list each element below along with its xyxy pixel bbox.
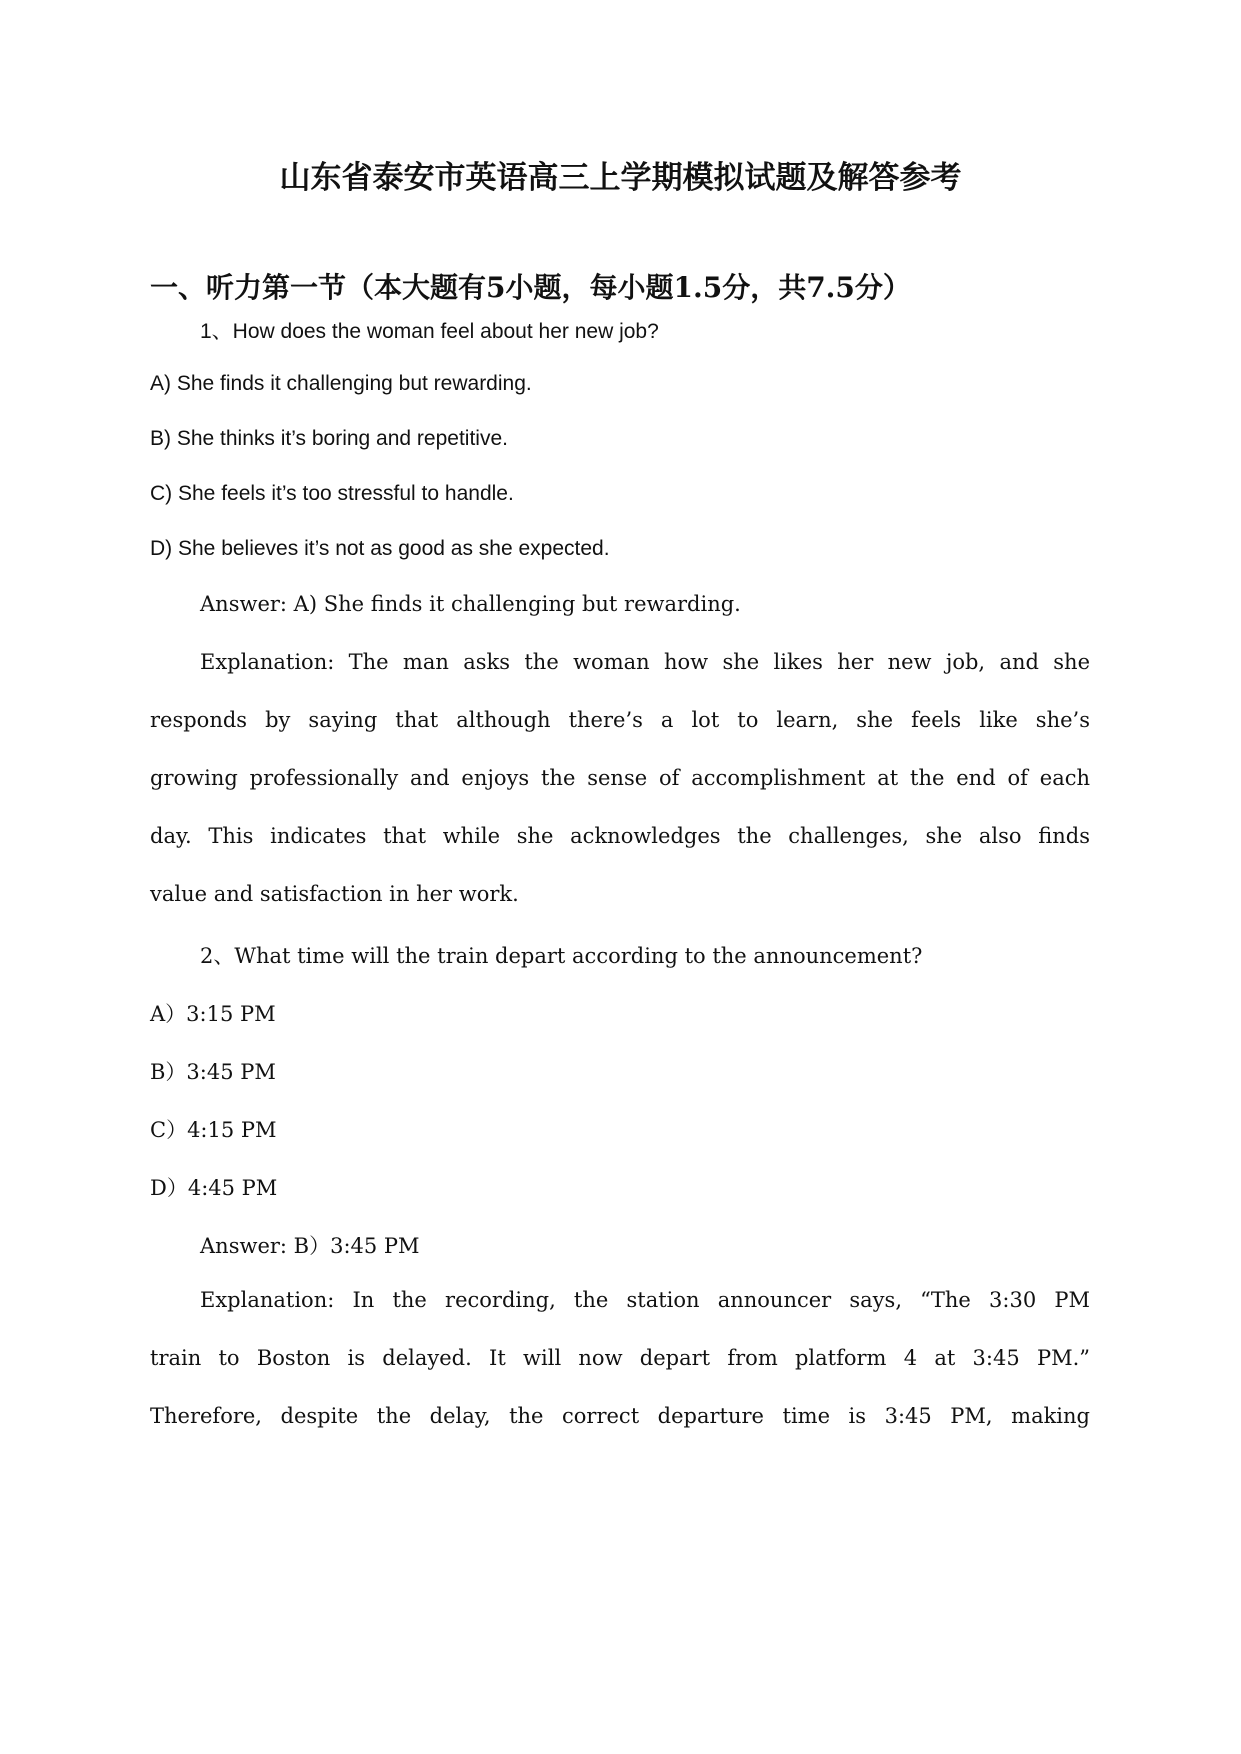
question-1-prompt: 1、How does the woman feel about her new job? <box>200 320 659 343</box>
question-2-explanation-line: Therefore, despite the delay, the correct departure time is 3:45 PM, making <box>150 1404 1090 1428</box>
question-1-option-d: D) She believes it’s not as good as she expected. <box>150 537 610 560</box>
question-1-answer: Answer: A) She finds it challenging but rewarding. <box>200 592 741 616</box>
document-title: 山东省泰安市英语高三上学期模拟试题及解答参考 <box>279 160 962 196</box>
question-2-explanation-line: Explanation: In the recording, the station announcer says, “The 3:30 PM <box>200 1288 1090 1312</box>
question-2-option-b: B）3:45 PM <box>150 1060 276 1084</box>
question-1-explanation-line: growing professionally and enjoys the sense of accomplishment at the end of each <box>150 766 1090 790</box>
section-heading-listening: 一、听力第一节（本大题有5小题，每小题1.5分，共7.5分） <box>150 271 911 304</box>
question-1-option-b: B) She thinks it’s boring and repetitive. <box>150 427 508 450</box>
question-2-option-d: D）4:45 PM <box>150 1176 278 1200</box>
question-1-explanation-line: Explanation: The man asks the woman how she likes her new job, and she <box>200 650 1090 674</box>
question-1-explanation-line: day. This indicates that while she acknowledges the challenges, she also finds <box>150 824 1090 848</box>
question-2-answer: Answer: B）3:45 PM <box>200 1234 420 1258</box>
question-1-option-a: A) She finds it challenging but rewarding. <box>150 372 532 395</box>
question-1-explanation-line: responds by saying that although there’s a lot to learn, she feels like she’s <box>150 708 1090 732</box>
question-2-option-a: A）3:15 PM <box>150 1002 276 1026</box>
question-2-explanation-line: train to Boston is delayed. It will now depart from platform 4 at 3:45 PM.” <box>150 1346 1090 1370</box>
question-1-option-c: C) She feels it’s too stressful to handle. <box>150 482 514 505</box>
question-2-prompt: 2、What time will the train depart according to the announcement? <box>200 944 923 968</box>
question-1-explanation-line: value and satisfaction in her work. <box>150 882 519 906</box>
question-2-option-c: C）4:15 PM <box>150 1118 277 1142</box>
